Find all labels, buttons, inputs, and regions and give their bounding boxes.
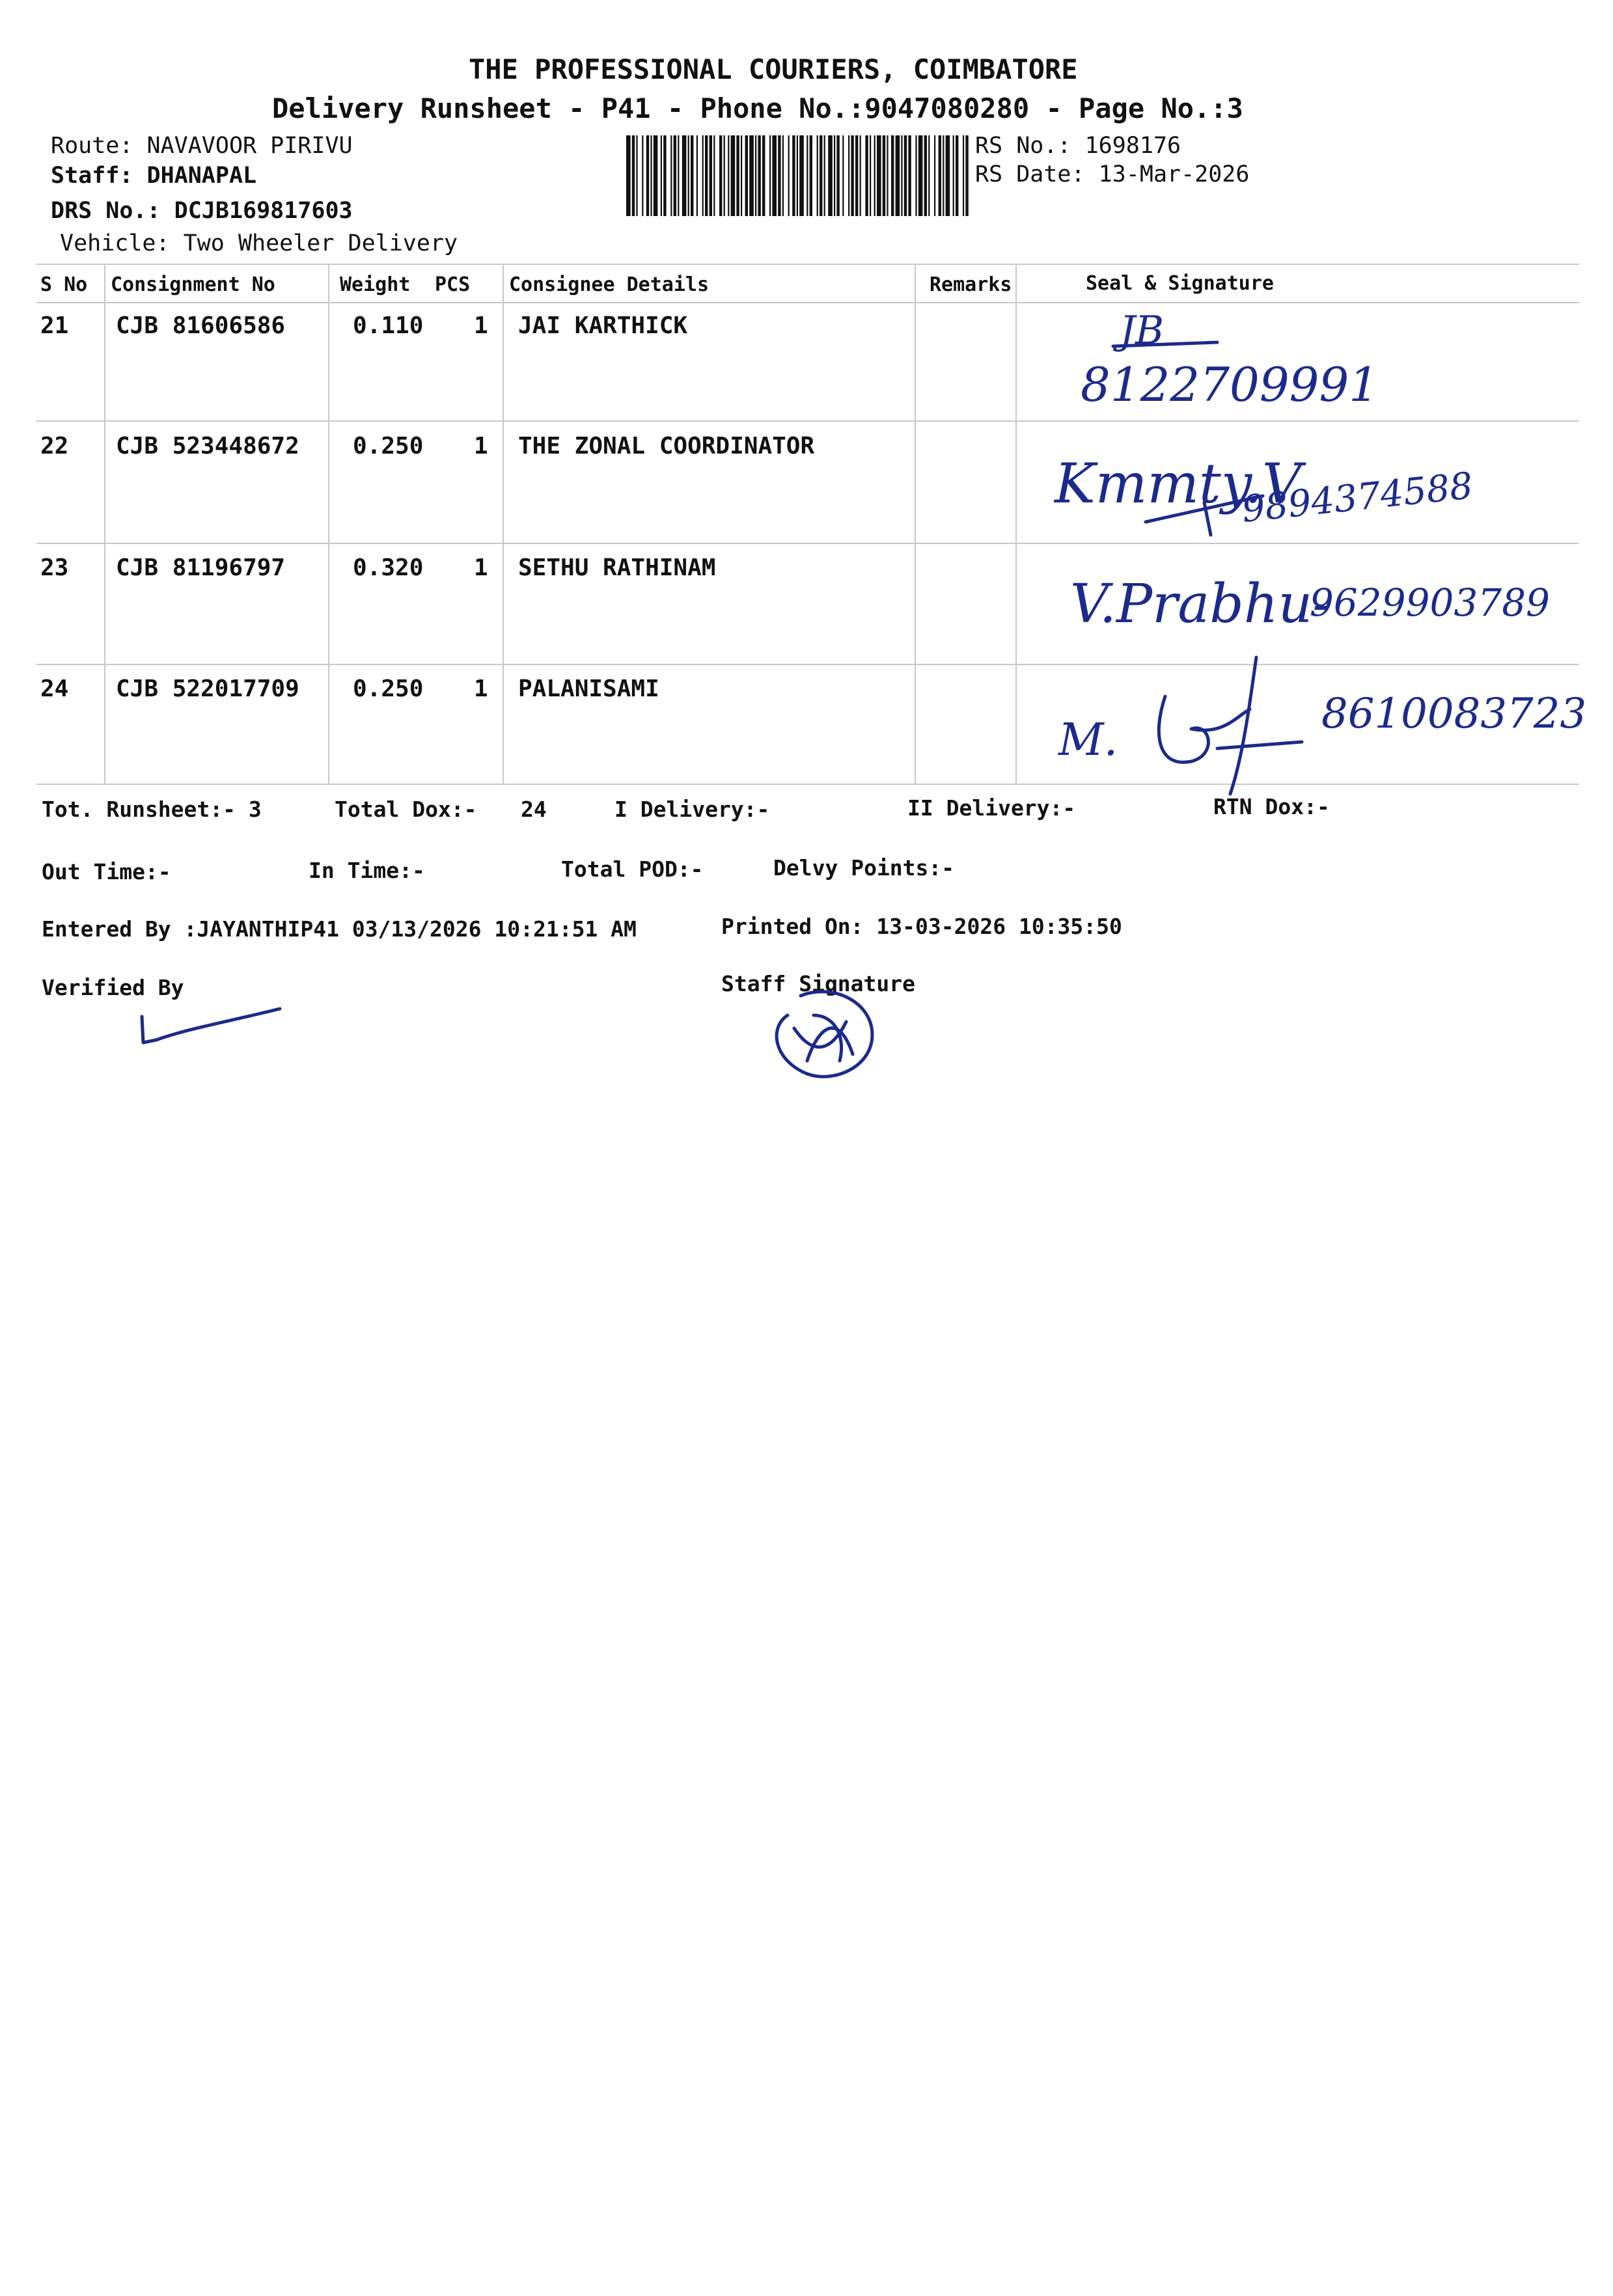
drs-label: DRS No.: bbox=[51, 198, 161, 224]
rs-no-label: RS No.: bbox=[975, 133, 1071, 159]
row-sno: 21 bbox=[40, 312, 69, 339]
rs-date-label: RS Date: bbox=[975, 161, 1085, 187]
total-pod: Total POD:- bbox=[561, 856, 704, 882]
row-consignee: SETHU RATHINAM bbox=[518, 554, 716, 581]
staff-label: Staff: bbox=[51, 163, 133, 189]
col-remarks: Remarks bbox=[930, 273, 1012, 296]
staff-signature-label: Staff Signature bbox=[721, 971, 916, 996]
drs-value: DCJB169817603 bbox=[174, 198, 353, 224]
recipient-signature bbox=[1068, 303, 1432, 420]
route-line bbox=[51, 133, 353, 159]
row-sno: 22 bbox=[40, 433, 69, 459]
row-consignee: THE ZONAL COORDINATOR bbox=[518, 433, 815, 459]
signature-initials: M. bbox=[1058, 715, 1118, 766]
verified-by: Verified By bbox=[42, 975, 184, 1000]
signature-phone: 9894374588 bbox=[1239, 465, 1475, 531]
recipient-signature bbox=[1055, 644, 1587, 800]
col-sno: S No bbox=[40, 273, 88, 296]
drs-line bbox=[51, 198, 353, 224]
vehicle-value: Two Wheeler Delivery bbox=[183, 230, 458, 256]
row-pcs: 1 bbox=[474, 433, 488, 459]
col-seal-signature: Seal & Signature bbox=[1086, 272, 1274, 295]
delvy-points: Delvy Points:- bbox=[773, 855, 955, 881]
row-consignment: CJB 81196797 bbox=[116, 554, 286, 581]
row-sno: 23 bbox=[40, 554, 69, 581]
tot-runsheet: Tot. Runsheet:- 3 bbox=[42, 797, 262, 822]
rs-no-line bbox=[975, 133, 1181, 159]
col-consignment: Consignment No bbox=[111, 273, 275, 296]
barcode-image bbox=[626, 135, 969, 216]
col-pcs: PCS bbox=[435, 273, 471, 296]
verifier-signature bbox=[130, 1002, 286, 1048]
signature-phone: 9629903789 bbox=[1310, 581, 1551, 625]
rs-date-line bbox=[975, 161, 1249, 187]
row-pcs: 1 bbox=[474, 312, 488, 339]
total-dox-value: 24 bbox=[521, 797, 547, 822]
ii-delivery: II Delivery:- bbox=[907, 795, 1076, 821]
recipient-signature bbox=[1048, 424, 1504, 541]
staff-line bbox=[51, 163, 256, 189]
row-weight: 0.320 bbox=[353, 554, 424, 581]
signature-phone: 8610083723 bbox=[1321, 690, 1587, 738]
rs-no-value: 1698176 bbox=[1084, 133, 1181, 159]
row-consignment: CJB 523448672 bbox=[116, 433, 299, 459]
runsheet-subtitle: Delivery Runsheet - P41 - Phone No.:9047080280 - Page No.:3 bbox=[272, 92, 1243, 124]
row-weight: 0.110 bbox=[353, 312, 424, 339]
vehicle-label: Vehicle: bbox=[60, 230, 170, 256]
signature-initials: Kmmty.V bbox=[1055, 452, 1302, 515]
signature-initials: V.Prabhu- bbox=[1070, 573, 1331, 635]
staff-value: DHANAPAL bbox=[146, 163, 257, 189]
row-pcs: 1 bbox=[474, 554, 488, 581]
col-consignee: Consignee Details bbox=[509, 273, 710, 296]
entered-by: Entered By :JAYANTHIP41 03/13/2026 10:21:51 AM bbox=[42, 916, 637, 942]
printed-on: Printed On: 13-03-2026 10:35:50 bbox=[721, 914, 1122, 939]
row-pcs: 1 bbox=[474, 676, 488, 702]
row-consignment: CJB 81606586 bbox=[116, 312, 286, 339]
row-consignee: PALANISAMI bbox=[518, 676, 659, 702]
staff-signature-mark bbox=[762, 976, 892, 1087]
company-title: THE PROFESSIONAL COURIERS, COIMBATORE bbox=[469, 53, 1078, 85]
signature-initials: JB bbox=[1120, 308, 1165, 353]
col-weight: Weight bbox=[340, 273, 411, 296]
row-weight: 0.250 bbox=[353, 676, 424, 702]
in-time: In Time:- bbox=[309, 858, 425, 883]
vehicle-line bbox=[60, 230, 458, 256]
row-consignment: CJB 522017709 bbox=[116, 676, 299, 702]
i-delivery: I Delivery:- bbox=[614, 797, 770, 822]
row-weight: 0.250 bbox=[353, 433, 424, 459]
rtn-dox: RTN Dox:- bbox=[1213, 794, 1330, 819]
signature-phone: 8122709991 bbox=[1081, 357, 1379, 412]
route-value: NAVAVOOR PIRIVU bbox=[146, 133, 353, 159]
total-dox-label: Total Dox:- bbox=[335, 797, 477, 822]
out-time: Out Time:- bbox=[42, 859, 171, 884]
row-sno: 24 bbox=[40, 676, 69, 702]
rs-date-value: 13-Mar-2026 bbox=[1098, 161, 1250, 187]
route-label: Route: bbox=[51, 133, 133, 159]
row-consignee: JAI KARTHICK bbox=[518, 312, 688, 339]
